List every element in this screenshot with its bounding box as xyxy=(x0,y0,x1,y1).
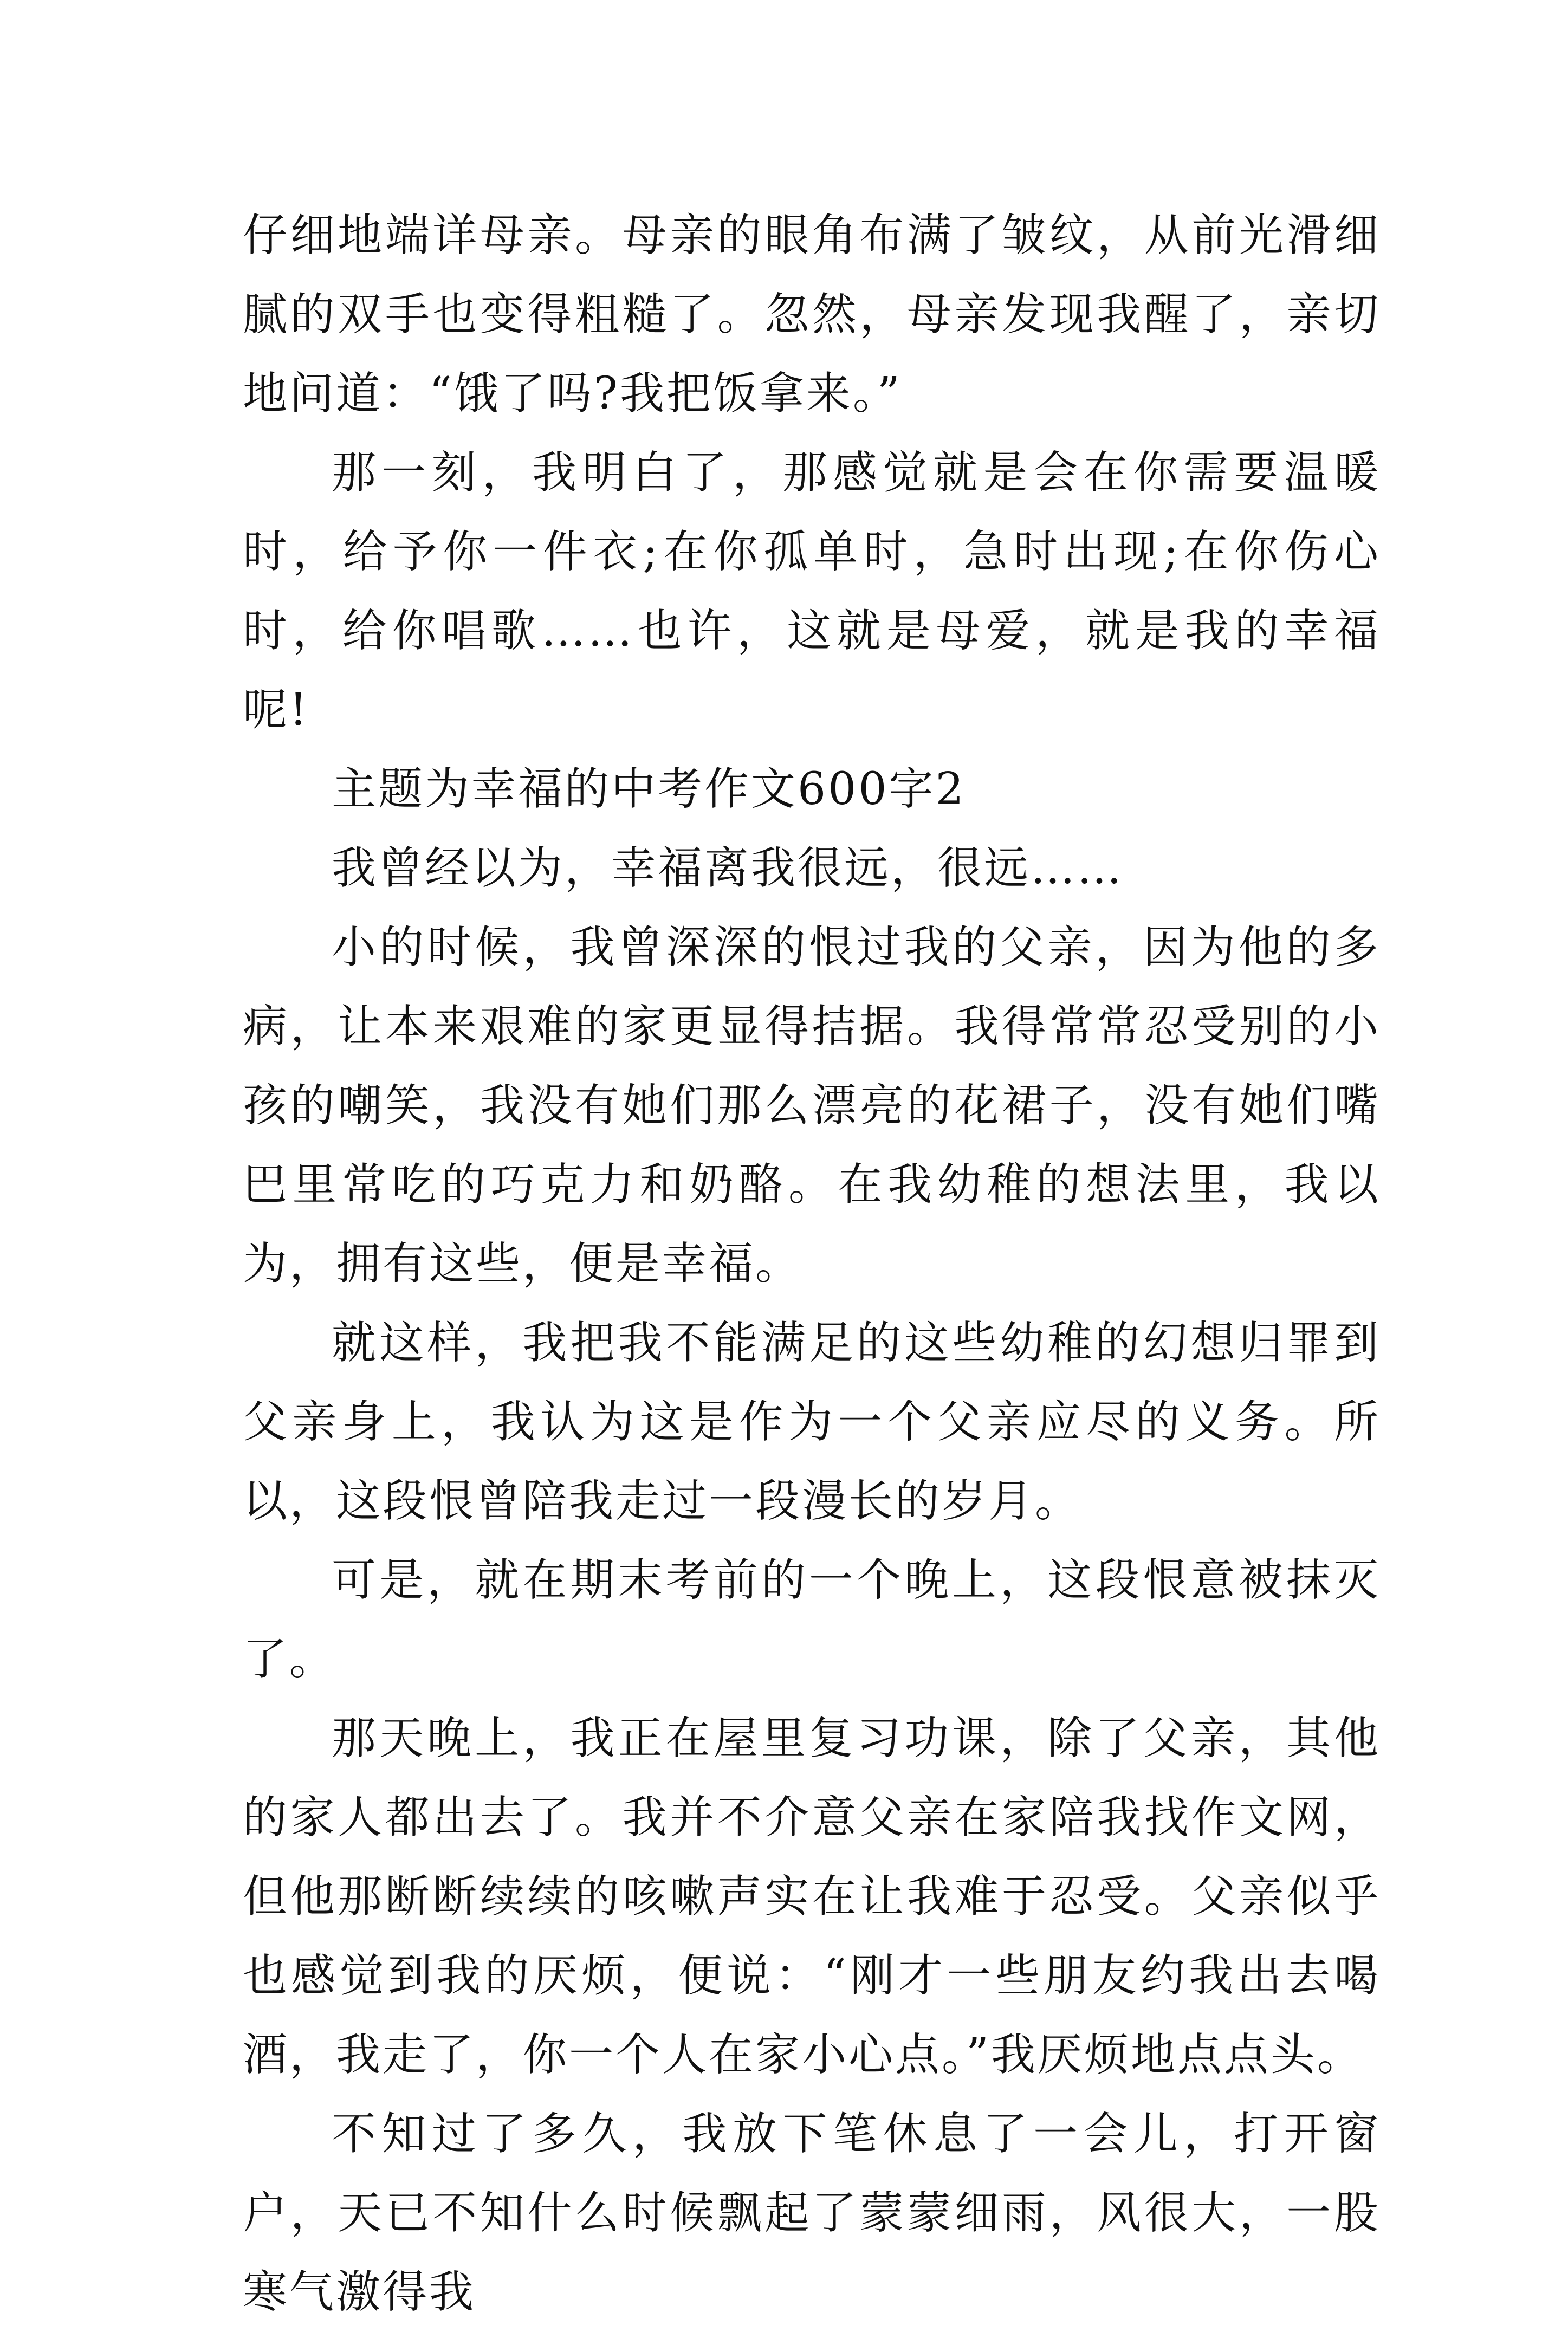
section-title: 主题为幸福的中考作文600字2 xyxy=(332,763,966,815)
paragraph-continuation: 仔细地端详母亲。母亲的眼角布满了皱纹，从前光滑细腻的双手也变得粗糙了。忽然，母亲发现我醒了，亲切地问道：“饿了吗?我把饭拿来。” xyxy=(243,210,1381,419)
document-body xyxy=(243,196,1381,2332)
paragraph-childhood: 小的时候，我曾深深的恨过我的父亲，因为他的多病，让本来艰难的家更显得拮据。我得常常忍受别的小孩的嘲笑，我没有她们那么漂亮的花裙子，没有她们嘴巴里常吃的巧克力和奶酪。在我幼稚的想法里，我以为，拥有这些，便是幸福。 xyxy=(243,922,1381,1290)
paragraph-happiness-far: 我曾经以为，幸福离我很远，很远…… xyxy=(332,843,1124,894)
paragraph-window-rain: 不知过了多久，我放下笔休息了一会儿，打开窗户，天已不知什么时候飘起了蒙蒙细雨，风很大，一股寒气激得我 xyxy=(243,2108,1381,2318)
paragraph-mother-love: 那一刻，我明白了，那感觉就是会在你需要温暖时，给予你一件衣;在你孤单时，急时出现;在你伤心时，给你唱歌……也许，这就是母爱，就是我的幸福呢! xyxy=(243,447,1381,736)
paragraph-that-night: 那天晚上，我正在屋里复习功课，除了父亲，其他的家人都出去了。我并不介意父亲在家陪我找作文网，但他那断断续续的咳嗽声实在让我难于忍受。父亲似乎也感觉到我的厌烦，便说：“刚才一些朋友约我出去喝酒，我走了，你一个人在家小心点。”我厌烦地点点头。 xyxy=(243,1713,1381,2081)
paragraph-exam-night: 可是，就在期末考前的一个晚上，这段恨意被抹灭了。 xyxy=(243,1554,1381,1685)
paragraph-blame-father: 就这样，我把我不能满足的这些幼稚的幻想归罪到父亲身上，我认为这是作为一个父亲应尽的义务。所以，这段恨曾陪我走过一段漫长的岁月。 xyxy=(243,1317,1381,1527)
